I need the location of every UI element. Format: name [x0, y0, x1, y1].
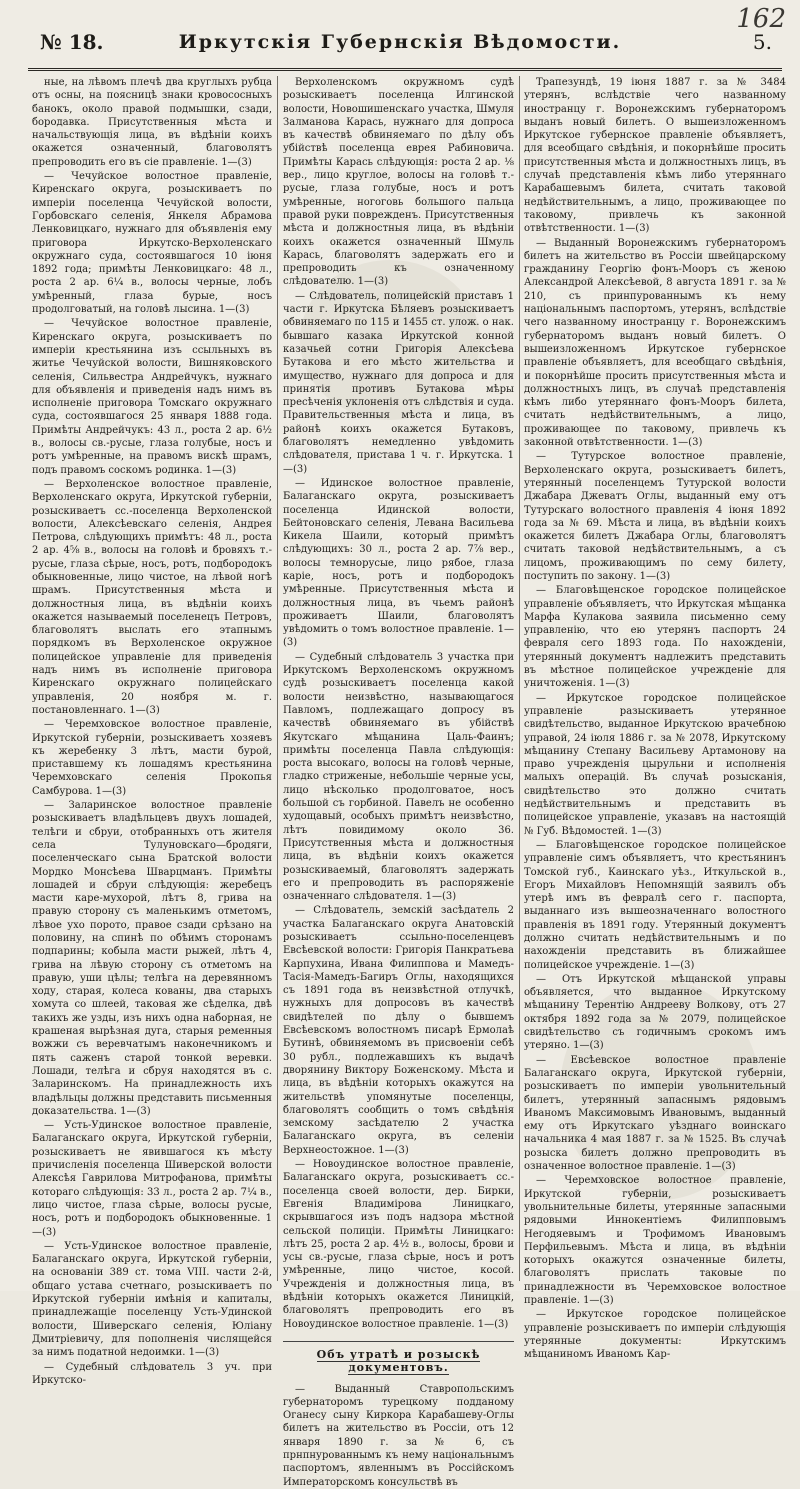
section-heading-text: Объ утратѣ и розыскѣ документовъ. — [316, 1347, 481, 1375]
notice-paragraph: — Слѣдователь, полицейскій приставъ 1 части г. Иркутска Бѣляевъ розыскиваетъ обвиняемаго по 115 и 1455 ст. улож. о нак. бывшаго казака Иркутской конной казачьей сотни Григорія Алексѣева Бутакова и его мѣсто жительства и имущество, нужнаго для допроса и для принятія противъ Бутакова мѣры пресѣченія уклоненія отъ слѣдствія и суда. Правительственныя мѣста и лица, въ районѣ коихъ окажется Бутаковъ, благоволятъ немедленно увѣдомить слѣдователя, пристава 1 ч. г. Иркутска. 1—(3) — [283, 290, 514, 475]
notice-paragraph: — Верхоленское волостное правленіе, Верхоленскаго округа, Иркутской губерніи, розыскиваетъ сс.-поселенца Верхоленской волости, Алексѣевскаго селенія, Андрея Петрова, слѣдующихъ примѣтъ: 48 л., роста 2 ар. 4⅝ в., волосы на головѣ и бровяхъ т.-русые, глаза сѣрые, носъ, ротъ, подбородокъ обыкновенные, лицо чистое, на лѣвой ногѣ шрамъ. Присутственныя мѣста и должностныя лица, въ вѣдѣніи коихъ окажется называемый поселенецъ Петровъ, благоволятъ выслать его этапнымъ порядкомъ въ Верхоленское окружное полицейское управленіе для приведенія надъ нимъ въ исполненіе приговора Киренскаго окружнаго полицейскаго управленія, 20 ноября м. г. постановленнаго. 1—(3) — [32, 478, 272, 716]
notice-paragraph: — Тутурское волостное правленіе, Верхоленскаго округа, розыскиваетъ билетъ, утерянный поселенцемъ Тутурской волости Джабара Джеватъ Оглы, выданный ему отъ Тутурскаго волостного правленія 4 іюня 1892 года за № 69. Мѣста и лица, въ вѣдѣніи коихъ окажется билетъ Джабара Оглы, благоволятъ считать таковой недѣйствительнымъ, а съ лицомъ, проживающимъ по сему билету, поступить по закону. 1—(3) — [524, 451, 786, 582]
notice-paragraph: — Идинское волостное правленіе, Балаганскаго округа, розыскиваетъ поселенца Идинской волости, Бейтоновскаго селенія, Левана Васильева Кикела Шаили, который примѣтъ слѣдующихъ: 30 л., роста 2 ар. 7⅞ вер., волосы темнорусые, лицо рябое, глаза каріе, носъ, ротъ и подбородокъ умѣренные. Присутственныя мѣста и должностныя лица, въ чьемъ районѣ проживаетъ Шаили, благоволятъ увѣдомить о томъ волостное правленіе. 1—(3) — [283, 477, 514, 649]
column-3 — [524, 76, 786, 1361]
notice-paragraph: — Чечуйское волостное правленіе, Киренскаго округа, розыскиваетъ по имперіи поселенца Чечуйской волости, Горбовскаго селенія, Янкеля Абрамова Ленковицкаго, нужнаго для объявленія ему приговора Иркутско-Верхоленскаго окружнаго суда, состоявшагося 10 іюня 1892 года; примѣты Ленковицкаго: 48 л., роста 2 ар. 6¼ в., волосы черные, лобъ умѣренный, глаза бурые, носъ продолговатый, на головѣ лысина. 1—(3) — [32, 171, 272, 316]
page-header — [18, 26, 782, 62]
notice-paragraph: — Отъ Иркутской мѣщанской управы объявляется, что выданное Иркутскому мѣщанину Терентію Андрееву Волкову, отъ 27 октября 1892 года за № 2079, полицейское свидѣтельство съ годичнымъ срокомъ имъ утеряно. 1—(3) — [524, 973, 786, 1052]
notice-paragraph: — Чечуйское волостное правленіе, Киренскаго округа, розыскиваетъ по имперіи крестьянина изъ ссыльныхъ въ житье Чечуйской волости, Вишняковского селенія, Сильвестра Андрейчукъ, нужнаго для объявленія и приведенія надъ нимъ въ исполненіе приговора Томскаго окружнаго суда, состоявшагося 25 января 1888 года. Примѣты Андрейчукъ: 43 л., роста 2 ар. 6½ в., волосы св.-русые, глаза голубые, носъ и ротъ умѣренные, на правомъ вискѣ шрамъ, подъ правомъ соскомъ родинка. 1—(3) — [32, 318, 272, 476]
column-1 — [32, 76, 272, 1386]
page-number: 5. — [752, 30, 772, 54]
notice-paragraph: — Иркутское городское полицейское управленіе разыскиваетъ утерянное свидѣтельство, выданное Иркутскою врачебною управой, 24 іюля 1886 г. за № 2078, Иркутскому мѣщанину Степану Васильеву Артамонову на право учрежденія цырульни и исполненія малыхъ операцій. Въ случаѣ розысканія, свидѣтельство это должно считать недѣйствительнымъ и представить въ полицейское управленіе, указавъ на настоящій № Губ. Вѣдомостей. 1—(3) — [524, 692, 786, 837]
notice-paragraph: — Новоудинское волостное правленіе, Балаганскаго округа, розыскиваетъ сс.-поселенца своей волости, дер. Бирки, Евгенія Владимірова Линицкаго, скрывшагося изъ подъ надзора мѣстной сельской полиціи. Примѣты Линицкаго: лѣтъ 25, роста 2 ар. 4½ в., волосы, брови и усы св.-русые, глаза сѣрые, носъ и ротъ умѣренные, лицо чистое, косой. Учрежденія и должностныя лица, въ вѣдѣніи которыхъ окажется Линицкій, благоволятъ препроводить его въ Новоудинское волостное правленіе. 1—(3) — [283, 1159, 514, 1330]
column-2 — [283, 76, 514, 1488]
notice-paragraph: — Черемховское волостное правленіе, Иркутской губерніи, розыскиваетъ увольнительные билеты, утерянные запасными рядовыми Иннокентіемъ Филипповымъ Негодяевымъ и Трофимомъ Ивановымъ Перфильевымъ. Мѣста и лица, въ вѣдѣніи которыхъ окажутся означенные билеты, благоволятъ прислать таковые по принадлежности въ Черемховское волостное правленіе. 1—(3) — [524, 1175, 786, 1307]
notice-paragraph: — Благовѣщенское городское полицейское управленіе объявляетъ, что Иркутская мѣщанка Марфа Кулакова заявила письменно сему управленію, что ею утерянъ паспортъ 24 февраля сего 1893 года. По нахожденіи, утерянный документъ надлежитъ представить въ мѣстное полицейское учрежденіе для уничтоженія. 1—(3) — [524, 585, 786, 690]
notice-paragraph: — Усть-Удинское волостное правленіе, Балаганскаго округа, Иркутской губерніи, розыскиваетъ не явившагося къ мѣсту причисленія поселенца Шиверской волости Алексѣя Гаврилова Митрофанова, примѣты котораго слѣдующія: 33 л., роста 2 ар. 7¼ в., лицо чистое, глаза сѣрые, волосы русые, носъ, ротъ и подбородокъ обыкновенные. 1—(3) — [32, 1120, 272, 1238]
notice-paragraph: Верхоленскомъ окружномъ судѣ розыскиваетъ поселенца Илгинской волости, Новошишенскаго участка, Шмуля Залманова Карась, нужнаго для допроса въ качествѣ обвиняемаго по дѣлу объ убійствѣ поселенца еврея Рабиновича. Примѣты Карась слѣдующія: роста 2 ар. ⅛ вер., лицо круглое, волосы на головѣ т.-русые, глаза голубые, носъ и ротъ умѣренные, ногоговь большого пальца правой руки поврежденъ. Присутственныя мѣста и должностныя лица, въ вѣдѣніи коихъ окажется означенный Шмуль Карась, благоволятъ задержать его и препроводить къ означенному слѣдователю. 1—(3) — [283, 77, 514, 288]
notice-paragraph: — Выданный Ставропольскимъ губернаторомъ турецкому подданому Оганесу сыну Киркора Карабашеву-Оглы билетъ на жительство въ Россіи, отъ 12 января 1890 г. за № 6, съ прнпнурованнымъ къ нему національнымъ паспортомъ, явленнымъ въ Россійскомъ Императорскомъ консульствѣ въ — [283, 1383, 514, 1488]
column-divider — [519, 76, 520, 1281]
newspaper-title: Иркутскія Губернскія Вѣдомости. — [178, 31, 622, 53]
notice-paragraph: — Судебный слѣдователь 3 участка при Иркутскомъ Верхоленскомъ окружномъ судѣ розыскиваетъ поселенца какой волости неизвѣстно, называющагося Павломъ, подлежащаго допросу въ качествѣ обвиняемаго въ убійствѣ Якутскаго мѣщанина Цаль-Фаинъ; примѣты поселенца Павла слѣдующія: роста высокаго, волосы на головѣ черные, гладко стриженые, небольшіе черные усы, лицо нѣсколько продолговатое, носъ большой съ горбиной. Павелъ не особенно худощавый, особыхъ примѣтъ неизвѣстно, лѣтъ повидимому около 36. Присутственныя мѣста и должностныя лица, въ вѣдѣніи коихъ окажется розыскиваемый, благоволятъ задержать его и препроводить въ распоряженіе означеннаго слѣдователя. 1—(3) — [283, 651, 514, 903]
column-divider — [277, 76, 278, 1281]
handwritten-folio-number: 162 — [736, 4, 786, 34]
notice-paragraph: — Судебный слѣдователь 3 уч. при Иркутско- — [32, 1361, 272, 1386]
notice-paragraph: — Заларинское волостное правленіе розыскиваетъ владѣльцевъ двухъ лошадей, телѣги и сбруи, отобранныхъ отъ жителя села Тулуновскаго—бродяги, поселенческаго сына Братской волости Мордко Монсѣева Шварцманъ. Примѣты лошадей и сбруи слѣдующія: жеребецъ масти каре-мухорой, лѣтъ 8, грива на правую сторону съ маленькимъ отметомъ, лѣвое ухо порото, правое сзади срѣзано на половину, на спинѣ по обѣимъ сторонамъ подпарины; кобыла масти рыжей, лѣтъ 4, грива на лѣвую сторону съ отметомъ на правую, уши цѣлы; телѣга на деревянномъ ходу, старая, колеса кованы, два старыхъ хомута со шлеей, таковая же сѣделка, двѣ такихъ же узды, изъ нихъ одна наборная, не крашеная вырѣзная дуга, старыя ременныя вожжи съ веревчатымъ наконечникомъ и пять саженъ старой тонкой веревки. Лошади, телѣга и сбруя находятся въ с. Заларинскомъ. На принадлежность ихъ владѣльцы должны представить письменныя доказательства. 1—(3) — [32, 800, 272, 1117]
notice-paragraph: — Благовѣщенское городское полицейское управленіе симъ объявляетъ, что крестьянинъ Томской губ., Каинскаго уѣз., Иткульской в., Егоръ Михайловъ Непомнящій заявилъ объ утерѣ имъ въ февралѣ сего г. паспорта, выданнаго изъ вышеозначеннаго волостного правленія въ 1891 году. Утерянный документъ должно считать недѣйствительнымъ и по нахожденіи представить въ ближайшее полицейское учрежденіе. 1—(3) — [524, 839, 786, 971]
header-rule — [28, 68, 782, 71]
issue-number: № 18. — [40, 30, 104, 54]
notice-paragraph: ные, на лѣвомъ плечѣ два круглыхъ рубца отъ осны, на поясницѣ знаки кровососныхъ банокъ, около правой подмышки, сзади, бородавка. Присутственныя мѣста и начальствующія лица, въ вѣдѣніи коихъ окажется означенный, благоволятъ препроводить его въ сіе правленіе. 1—(3) — [32, 77, 272, 168]
notice-paragraph: — Евсѣевское волостное правленіе Балаганскаго округа, Иркутской губерніи, розыскиваетъ по имперіи увольнительный билетъ, утерянный запаснымъ рядовымъ Иваномъ Максимовымъ Ивановымъ, выданный ему отъ Иркутскаго уѣзднаго воинскаго начальника 4 мая 1887 г. за № 1525. Въ случаѣ розыска билетъ должно препроводить въ означенное волостное правленіе. 1—(3) — [524, 1054, 786, 1173]
notice-paragraph: — Слѣдователь, земскій засѣдатель 2 участка Балаганскаго округа Анатовскій розыскиваетъ ссыльно-поселенцевъ Евсѣевской волости: Григорія Панкратьева Карпухина, Ивана Филиппова и Мамедъ-Тасія-Мамедъ-Багиръ Оглы, находящихся съ 1891 года въ неизвѣстной отлучкѣ, нужныхъ для допросовъ въ качествѣ свидѣтелей по дѣлу о бывшемъ Евсѣевскомъ волостномъ писарѣ Ермолаѣ Бутинѣ, обвиняемомъ въ присвоеніи себѣ 30 рубл., подлежавшихъ къ выдачѣ дворянину Виктору Боженскому. Мѣста и лица, въ вѣдѣніи которыхъ окажутся на жительствѣ упомянутые поселенцы, благоволятъ сообщить о томъ свѣдѣнія земскому засѣдателю 2 участка Балаганскаго округа, въ селеніи Верхнеостожное. 1—(3) — [283, 905, 514, 1156]
notice-paragraph: — Иркутское городское полицейское управленіе розыскиваетъ по имперіи слѣдующія утерянные документы: Иркутскимъ мѣщаниномъ Иваномъ Кар- — [524, 1309, 786, 1361]
notice-paragraph: — Выданный Воронежскимъ губернаторомъ билетъ на жительство въ Россіи швейцарскому гражданину Георгію фонъ-Мооръ съ женою Александрой Алексѣевой, 8 августа 1891 г. за № 210, съ принпурованнымъ къ нему національнымъ паспортомъ, утерянъ, вслѣдствіе чего названному иностранцу г. Воронежскимъ губернаторомъ выданъ новый билетъ. О вышеизложенномъ Иркутское губернское правленіе объявляетъ, для всеобщаго свѣдѣнія, и покорнѣйше просить присутственныя мѣста и должностныхъ лицъ, въ случаѣ представленія кѣмъ либо утеряннаго фонъ-Мооръ билета, считать недѣйствительнымъ, а лицо, проживающее по таковому, привлечь къ законной отвѣтственности. 1—(3) — [524, 237, 786, 449]
section-heading — [283, 1341, 514, 1375]
notice-paragraph: — Черемховское волостное правленіе, Иркутской губерніи, розыскиваетъ хозяевъ къ жеребенку 3 лѣтъ, масти бурой, приставшему къ лошадямъ крестьянина Черемховскаго селенія Прокопья Самбурова. 1—(3) — [32, 719, 272, 797]
notice-paragraph: — Усть-Удинское волостное правленіе, Балаганскаго округа, Иркутской губерніи, на основаніи 389 ст. тома VIII. части 2-й, общаго устава счетнаго, розыскиваетъ по Иркутской губерніи имѣнія и капиталы, принадлежащіе поселенцу Усть-Удинской волости, Шиверскаго селенія, Юліану Дмитріевичу, для пополненія числящейся за нимъ податной недоимки. 1—(3) — [32, 1240, 272, 1359]
notice-paragraph: Трапезундѣ, 19 іюня 1887 г. за № 3484 утерянъ, вслѣдствіе чего названному иностранцу г. Воронежскимъ губернаторомъ выданъ новый билетъ. О вышеизложенномъ Иркутское губернское правленіе объявляетъ, для всеобщаго свѣдѣнія, и покорнѣйше просить присутственныя мѣста и должностныхъ лицъ, въ случаѣ представленія кѣмъ либо утеряннаго Карабашевымъ билета, считать таковой недѣйствительнымъ, а лицо, проживающее по таковому, привлечь къ законной отвѣтственности. 1—(3) — [524, 77, 786, 235]
